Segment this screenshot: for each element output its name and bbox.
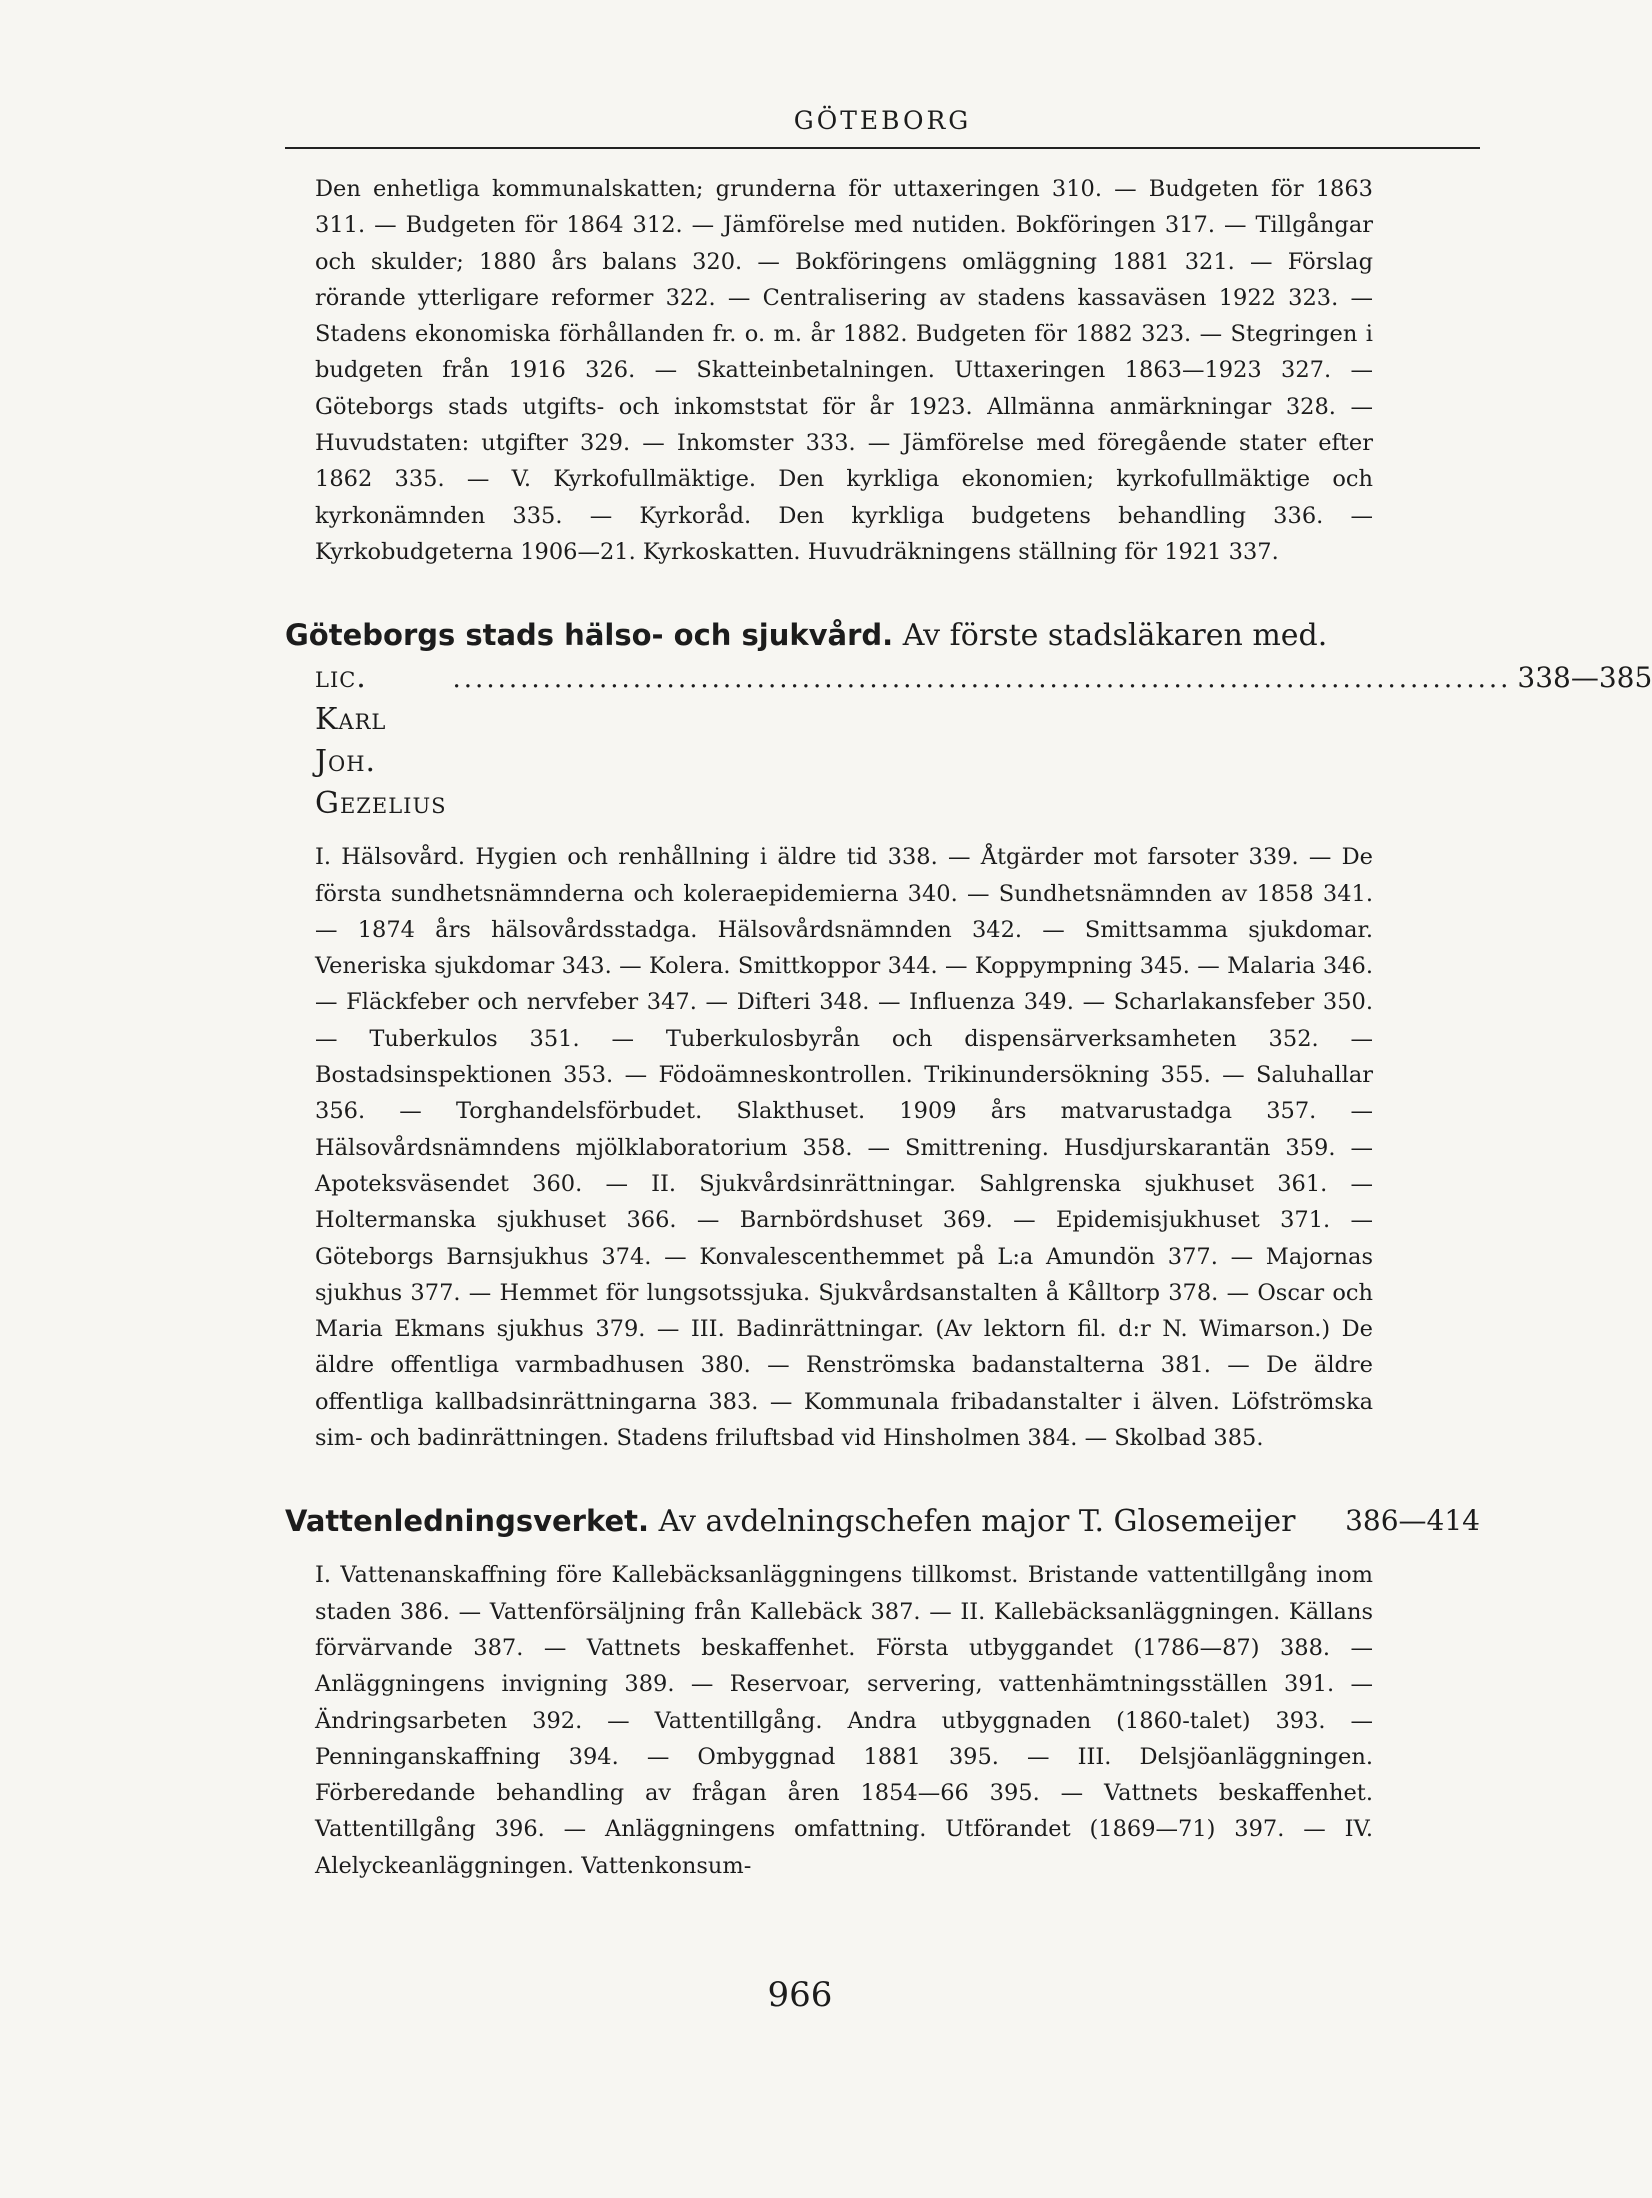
section-body-health: I. Hälsovård. Hygien och renhållning i äldre tid 338. — Åtgärder mot farsoter 339. — De första sundhetsnämnderna och koleraepidemierna 340. — Sundhetsnämnden av 1858 341. — 1874 års hälsovårdsstadga. Hälsovårdsnämnden 342. — Smittsamma sjukdomar. Veneriska sjukdomar 343. — Kolera. Smittkoppor 344. — Koppympning 345. — Malaria 346. — Fläckfeber och nervfeber 347. — Difteri 348. — Influenza 349. — Scharlakansfeber 350. — Tuberkulos 351. — Tuberkulosbyrån och dispensärverksamheten 352. — Bostadsinspektionen 353. — Födoämneskontrollen. Trikinundersökning 355. — Saluhallar 356. — Torghandelsförbudet. Slakthuset. 1909 års matvarustadga 357. — Hälsovårdsnämndens mjölklaboratorium 358. — Smittrening. Husdjurskarantän 359. — Apoteksväsendet 360. — II. Sjukvårdsinrättningar. Sahlgrenska sjukhuset 361. — Holtermanska sjukhuset 366. — Barnbördshuset 369. — Epidemisjukhuset 371. — Göteborgs Barnsjukhus 374. — Konvalescenthemmet på L:a Amundön 377. — Majornas sjukhus 377. — Hemmet för lungsotssjuka. Sjukvårdsanstalten å Kålltorp 378. — Oscar och Maria Ekmans sjukhus 379. — III. Badinrättningar. (Av lektorn fil. d:r N. Wimarson.) De äldre offentliga varmbadhusen 380. — Renströmska badanstalterna 381. — De äldre offentliga kallbadsinrättningarna 383. — Kommunala fribadanstalter i älven. Löfströmska sim- och badinrättningen. Stadens friluftsbad vid Hinsholmen 384. — Skolbad 385. bbox=[315, 844, 1373, 1452]
section-title-water bbox=[285, 1500, 1480, 1543]
section-pages: 386—414 bbox=[1345, 1504, 1480, 1538]
section-title-bold: Göteborgs stads hälso- och sjukvård. bbox=[285, 618, 894, 653]
header-rule bbox=[285, 147, 1480, 149]
page-number: 966 bbox=[767, 1975, 833, 2015]
section-title-line2 bbox=[285, 657, 1652, 825]
section-author: lic. Karl Joh. Gezelius bbox=[315, 660, 447, 822]
document-page bbox=[285, 95, 1652, 1884]
dot-leader: .............................................................................................. bbox=[452, 664, 1512, 695]
section-pages: 338—385 bbox=[1517, 661, 1652, 695]
section-title-rest: Av avdelningschefen major T. Glosemeijer bbox=[658, 1504, 1296, 1540]
section-title-health bbox=[285, 614, 1652, 825]
section-title-bold: Vattenledningsverket. bbox=[285, 1504, 650, 1539]
section-body-water: I. Vattenanskaffning före Kallebäcksanläggningens tillkomst. Bristande vattentillgång inom staden 386. — Vattenförsäljning från Kallebäck 387. — II. Kallebäcksanläggningen. Källans förvärvande 387. — Vattnets beskaffenhet. Första utbyggandet (1786—87) 388. — Anläggningens invigning 389. — Reservoar, servering, vattenhämtningsställen 391. — Ändringsarbeten 392. — Vattentillgång. Andra utbyggnaden (1860-talet) 393. — Penninganskaffning 394. — Ombyggnad 1881 395. — III. Delsjöanläggningen. Förberedande behandling av frågan åren 1854—66 395. — Vattnets beskaffenhet. Vattentillgång 396. — Anläggningens omfattning. Utförandet (1869—71) 397. — IV. Alelyckeanläggningen. Vattenkonsum- bbox=[315, 1562, 1373, 1879]
running-title: GÖTEBORG bbox=[793, 106, 972, 135]
intro-paragraph: Den enhetliga kommunalskatten; grunderna för uttaxeringen 310. — Budgeten för 1863 311. — Budgeten för 1864 312. — Jämförelse med nutiden. Bokföringen 317. — Tillgångar och skulder; 1880 års balans 320. — Bokföringens omläggning 1881 321. — Förslag rörande ytterligare reformer 322. — Centralisering av stadens kassaväsen 1922 323. — Stadens ekonomiska förhållanden fr. o. m. år 1882. Budgeten för 1882 323. — Stegringen i budgeten från 1916 326. — Skatteinbetalningen. Uttaxeringen 1863—1923 327. — Göteborgs stads utgifts- och inkomststat för år 1923. Allmänna anmärkningar 328. — Huvudstaten: utgifter 329. — Inkomster 333. — Jämförelse med föregående stater efter 1862 335. — V. Kyrkofullmäktige. Den kyrkliga ekonomien; kyrkofullmäktige och kyrkonämnden 335. — Kyrkoråd. Den kyrkliga budgetens behandling 336. — Kyrkobudgeterna 1906—21. Kyrkoskatten. Huvudräkningens ställning för 1921 337. bbox=[315, 176, 1373, 565]
section-title-rest: Av förste stadsläkaren med. bbox=[902, 618, 1328, 654]
